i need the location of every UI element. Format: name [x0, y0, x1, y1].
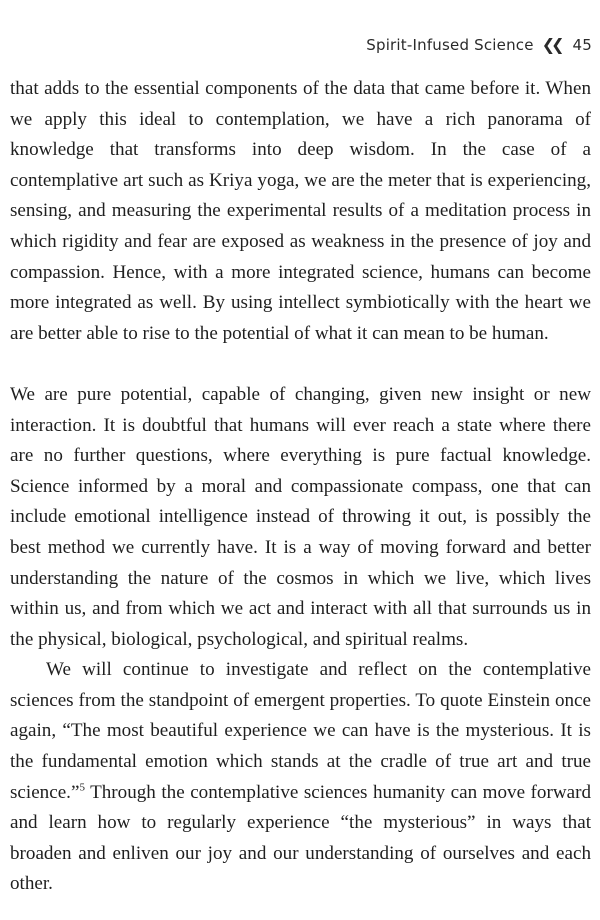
- chevron-ornament-icon: ❮❮: [541, 35, 561, 54]
- paragraph-text-after-note: Through the contemplative sciences humanity can move forward and learn how to regularly experience “the mysterious” in ways that broaden and enliven our joy and our understanding of ourselves and each other.: [10, 781, 591, 895]
- paragraph-text-before-note: We will continue to investigate and reflect on the contemplative sciences from the standpoint of emergent properties. To quote Einstein once again, “The most beautiful experience we can have is the mysterious. It is the fundamental emotion which stands at the cradle of true art and true science.”: [10, 659, 591, 803]
- paragraph-potential: We are pure potential, capable of changing, given new insight or new interaction. It is doubtful that humans will ever reach a state where there are no further questions, where everything is pure factual knowledge. Science informed by a moral and compassionate compass, one that can include emotional intelligence instead of throwing it out, is possibly the best method we currently have. It is a way of moving forward and better understanding the nature of the cosmos in which we live, which lives within us, and from which we act and interact with all that surrounds us in the physical, biological, psychological, and spiritual realms.: [10, 383, 591, 650]
- body-text: [10, 74, 591, 900]
- running-head: [366, 36, 592, 54]
- paragraph-einstein: [10, 655, 591, 900]
- footnote-marker: 5: [79, 781, 85, 794]
- page-number: 45: [572, 36, 592, 54]
- paragraph-continuation: that adds to the essential components of the data that came before it. When we apply this ideal to contemplation, we have a rich panorama of knowledge that transforms into deep wisdom. In the case of a contemplative art such as Kriya yoga, we are the meter that is experiencing, sensing, and measuring the experimental results of a meditation process in which rigidity and fear are exposed as weakness in the presence of joy and compassion. Hence, with a more integrated science, humans can become more integrated as well. By using intellect symbiotically with the heart we are better able to rise to the potential of what it can mean to be human.: [10, 78, 591, 344]
- chapter-title: Spirit-Infused Science: [366, 36, 534, 54]
